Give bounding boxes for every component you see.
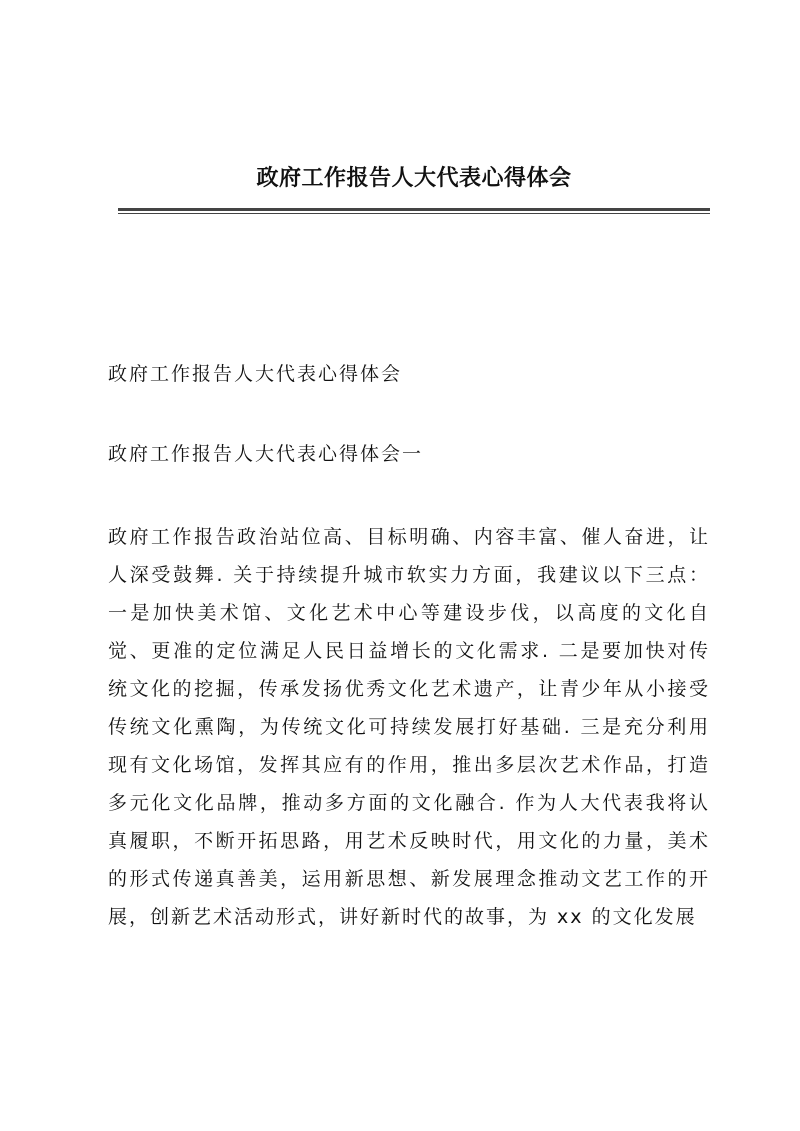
title-underline	[118, 208, 710, 214]
document-subtitle: 政府工作报告人大代表心得体会	[108, 363, 403, 385]
body-paragraph: 政府工作报告政治站位高、目标明确、内容丰富、催人奋进，让人深受鼓舞. 关于持续提升城市软实力方面，我建议以下三点：一是加快美术馆、文化艺术中心等建设步伐，以高度的文化自觉、更准的定位满足人民日益增长的文化需求. 二是要加快对传统文化的挖掘，传承发扬优秀文化艺术遗产，让青少年从小接受传统文化熏陶，为传统文化可持续发展打好基础. 三是充分利用现有文化场馆，发挥其应有的作用，推出多层次艺术作品，打造多元化文化品牌，推动多方面的文化融合. 作为人大代表我将认真履职，不断开拓思路，用艺术反映时代，用文化的力量，美术的形式传递真善美，运用新思想、新发展理念推动文艺工作的开展，创新艺术活动形式，讲好新时代的故事，为 xx 的文化发展	[108, 526, 710, 928]
document-title: 政府工作报告人大代表心得体会	[256, 165, 572, 191]
section-heading: 政府工作报告人大代表心得体会一	[108, 443, 424, 465]
